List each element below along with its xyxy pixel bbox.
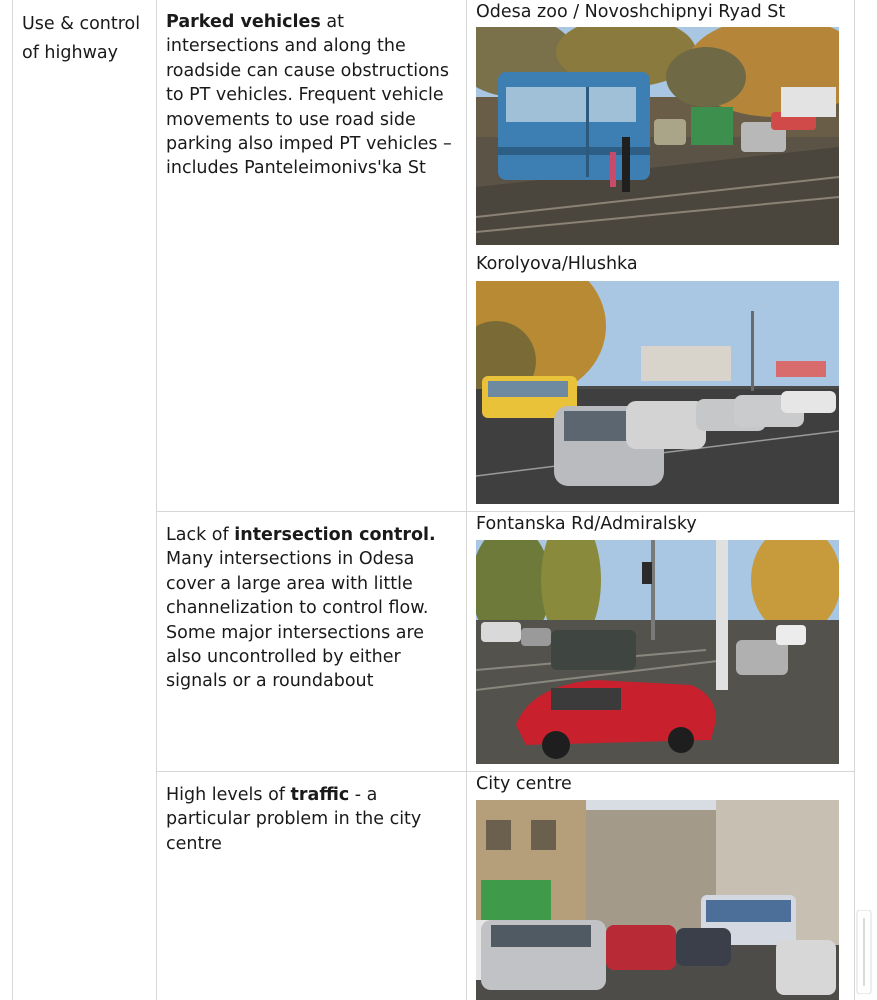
watermark-logo xyxy=(855,910,873,994)
photo-caption: Odesa zoo / Novoshchipnyi Ryad St xyxy=(476,2,786,22)
row-divider-1 xyxy=(156,511,854,512)
photo-city-centre xyxy=(476,800,839,1000)
row-divider-2 xyxy=(156,771,854,772)
tram-street-image xyxy=(476,27,839,245)
watermark-icon xyxy=(855,910,873,994)
issue-prefix: High levels of xyxy=(166,785,291,805)
table-divider-category xyxy=(156,0,157,1000)
photo-fontanska-admiralsky xyxy=(476,540,839,764)
issue-prefix: Lack of xyxy=(166,525,235,545)
issue-text: - a particular problem in the city centre xyxy=(166,785,422,854)
issue-heading: intersection control. xyxy=(234,525,436,545)
photo-caption: Korolyova/Hlushka xyxy=(476,254,638,274)
issue-heading: traffic xyxy=(290,785,350,805)
issue-intersection-control xyxy=(166,523,462,694)
city-traffic-image xyxy=(476,800,839,1000)
issue-traffic xyxy=(166,783,462,856)
parking-lot-image xyxy=(476,281,839,504)
photo-caption: City centre xyxy=(476,774,572,794)
table-divider-issue xyxy=(466,0,467,1000)
photo-caption: Fontanska Rd/Admiralsky xyxy=(476,514,697,534)
issue-text: Many intersections in Odesa cover a large area with little channelization to control flow. Some major intersections are also uncontrolled by either signals or a roundabout xyxy=(166,549,429,692)
table-border-left xyxy=(12,0,13,1000)
photo-odesa-zoo xyxy=(476,27,839,245)
issue-parked-vehicles xyxy=(166,10,462,181)
photo-korolyova-hlushka xyxy=(476,281,839,504)
issue-heading: Parked vehicles xyxy=(166,12,321,32)
issue-text: at intersections and along the roadside can cause obstructions to PT vehicles. Frequent vehicle movements to use road side parking also imped PT vehicles – includes Panteleimonivs'ka St xyxy=(166,12,452,179)
table-border-right xyxy=(854,0,855,1000)
category-cell: Use & control of highway xyxy=(22,14,141,63)
intersection-image xyxy=(476,540,839,764)
